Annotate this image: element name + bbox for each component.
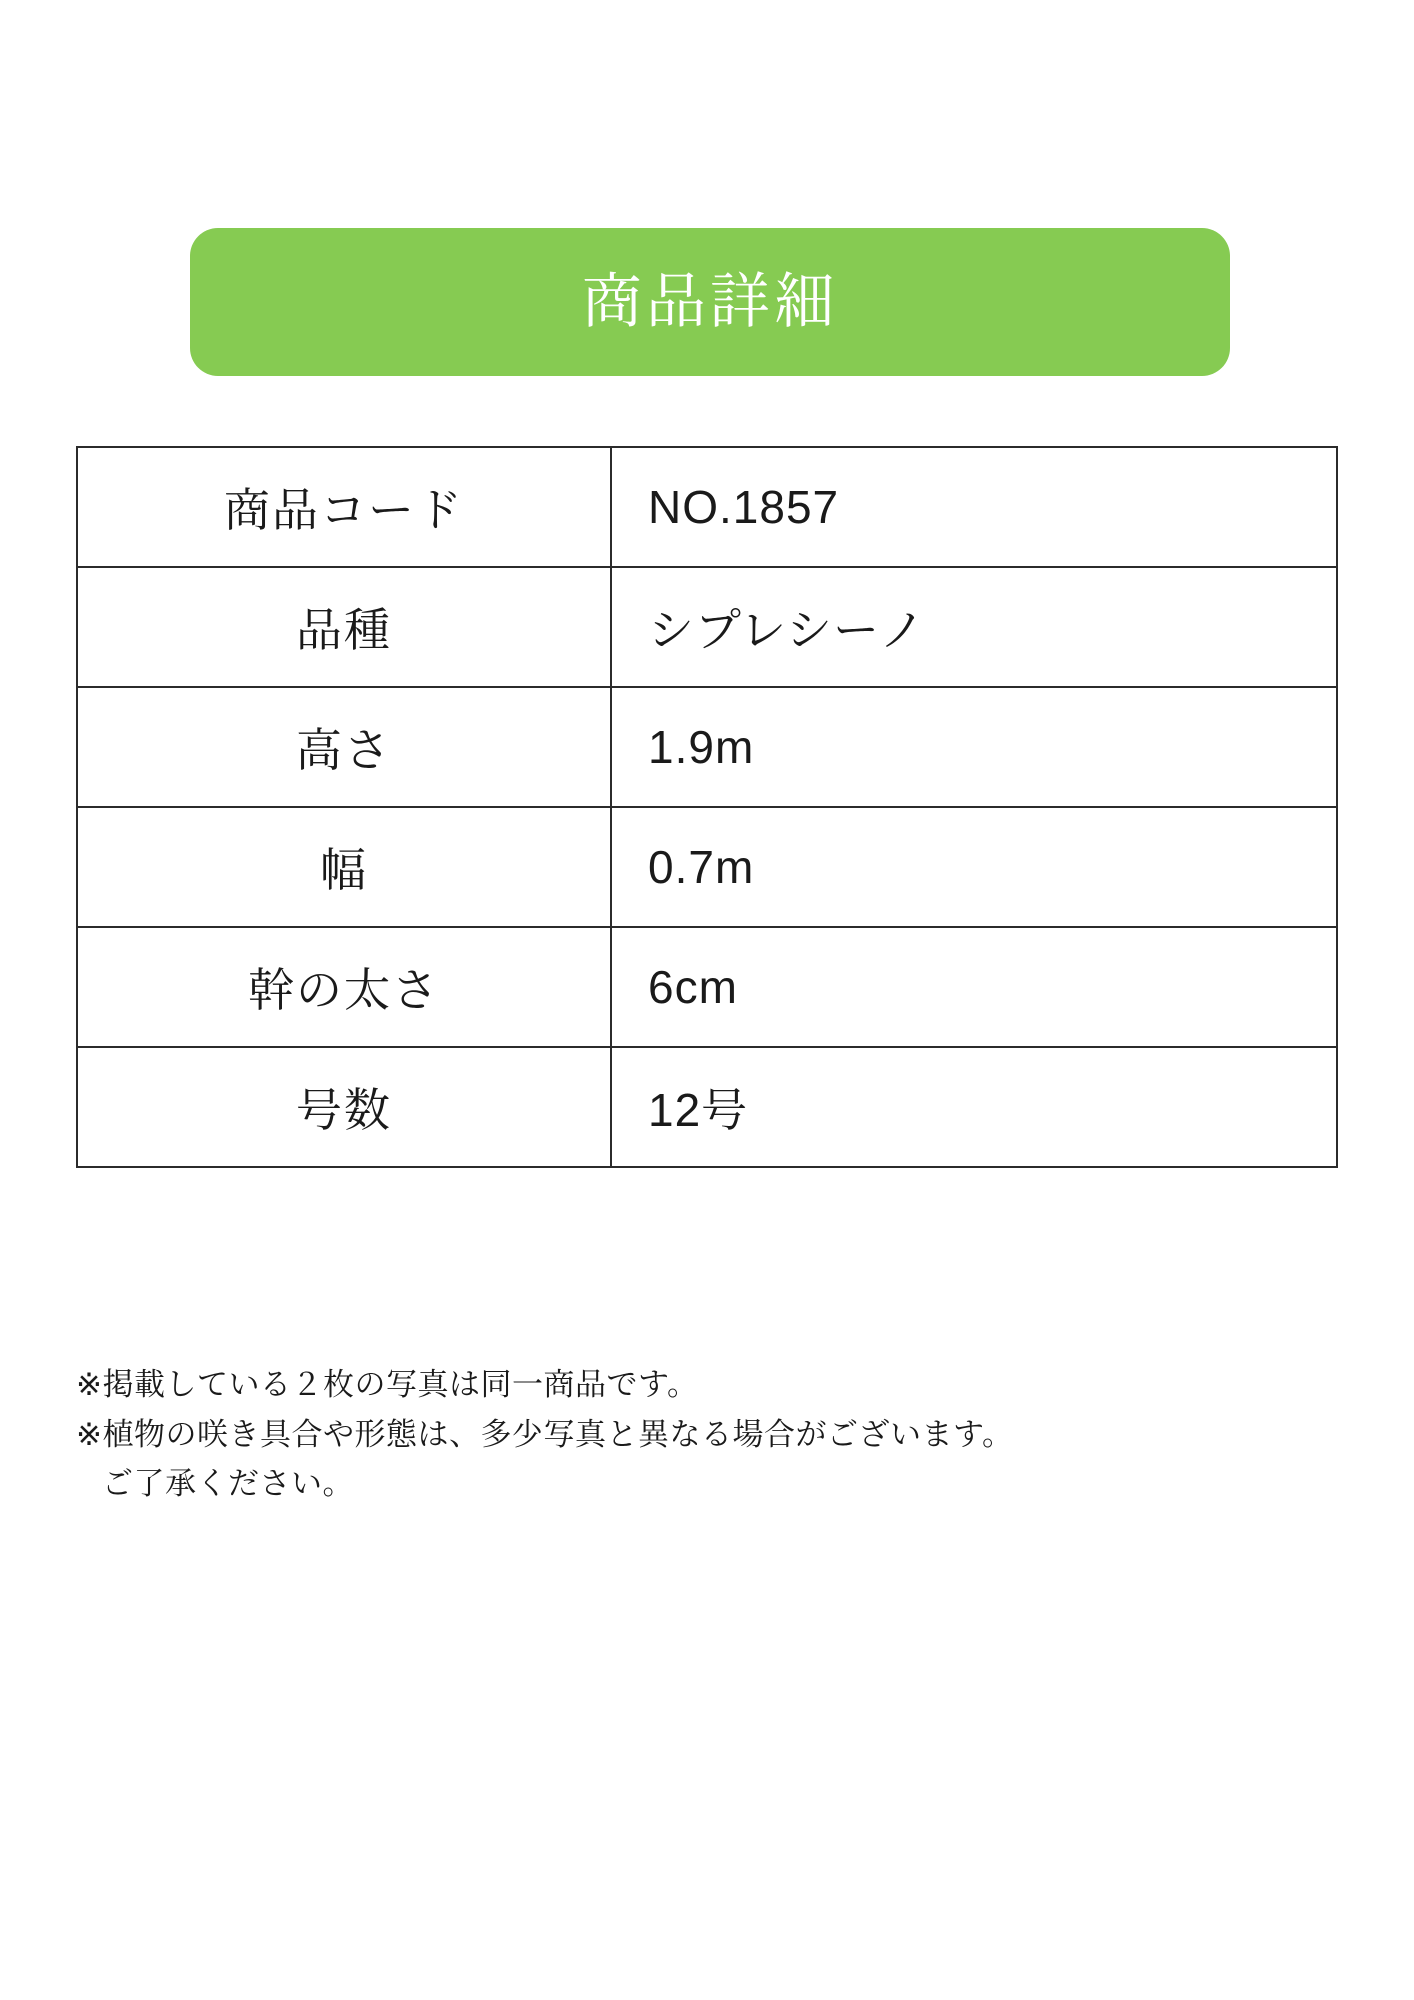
spec-value: 6cm <box>611 927 1337 1047</box>
spec-label: 商品コード <box>77 447 611 567</box>
page-title: 商品詳細 <box>582 268 838 335</box>
spec-label: 幹の太さ <box>77 927 611 1047</box>
spec-value: 0.7m <box>611 807 1337 927</box>
table-row <box>77 447 1337 567</box>
note-line: ※植物の咲き具合や形態は、多少写真と異なる場合がございます。 <box>76 1416 1014 1452</box>
table-row <box>77 807 1337 927</box>
table-row <box>77 927 1337 1047</box>
spec-label: 号数 <box>77 1047 611 1167</box>
spec-value: 12号 <box>611 1047 1337 1167</box>
table-row <box>77 1047 1337 1167</box>
table-row <box>77 567 1337 687</box>
spec-label: 高さ <box>77 687 611 807</box>
spec-value: 1.9m <box>611 687 1337 807</box>
spec-value: NO.1857 <box>611 447 1337 567</box>
page-header-banner <box>190 228 1230 376</box>
note-line: ※掲載している２枚の写真は同一商品です。 <box>76 1367 699 1402</box>
product-spec-table <box>76 446 1338 1168</box>
spec-value: シプレシーノ <box>611 567 1337 687</box>
note-line: ご了承ください。 <box>102 1466 354 1502</box>
table-row <box>77 687 1337 807</box>
disclaimer-notes <box>76 1360 1356 1509</box>
spec-label: 幅 <box>77 807 611 927</box>
spec-label: 品種 <box>77 567 611 687</box>
